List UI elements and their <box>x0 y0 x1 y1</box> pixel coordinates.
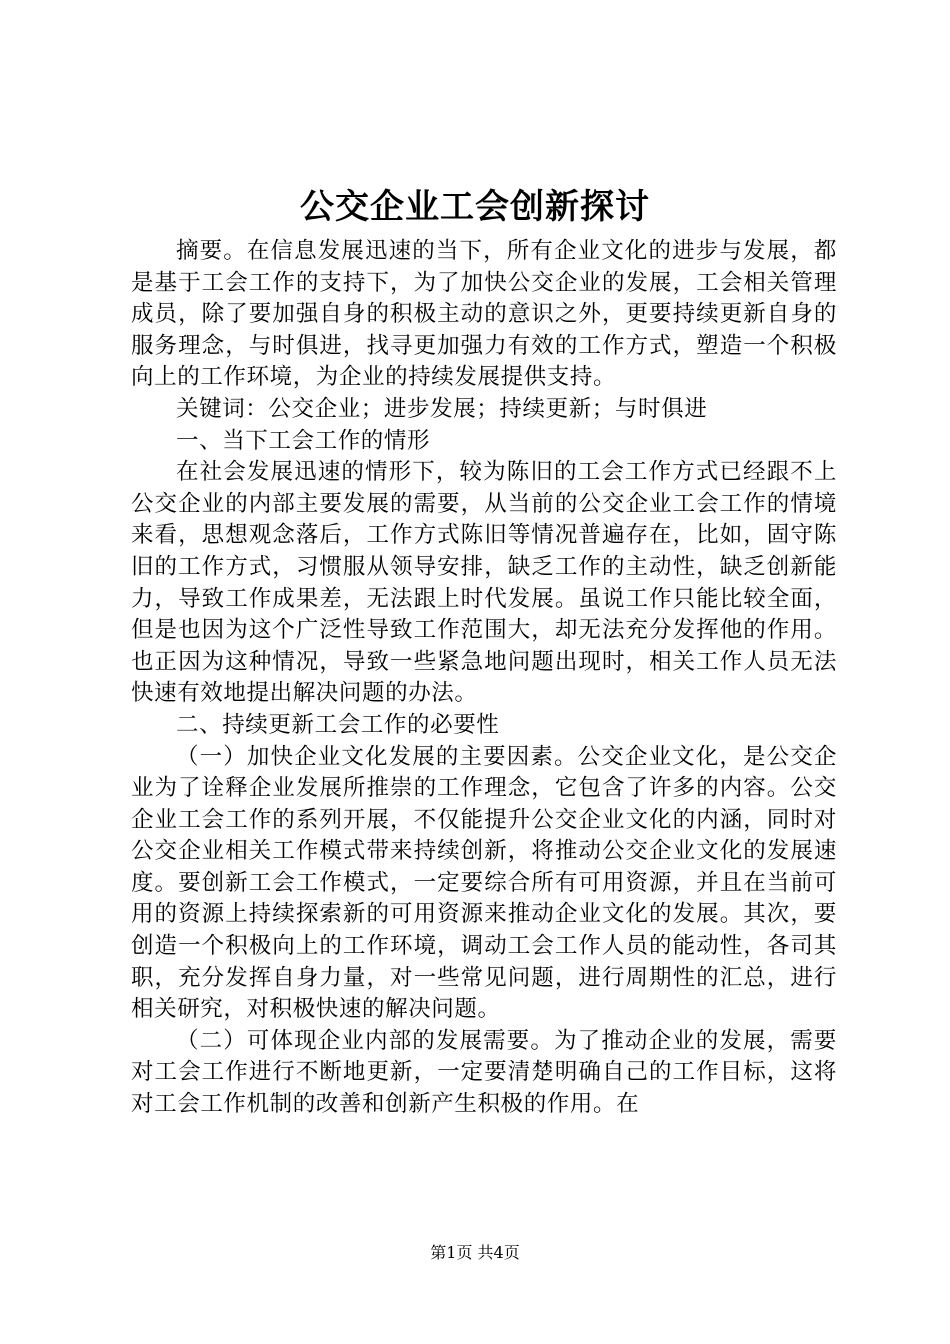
document-title: 公交企业工会创新探讨 <box>300 187 650 227</box>
document-body <box>131 236 837 1121</box>
body-paragraph-2: （一）加快企业文化发展的主要因素。公交企业文化，是公交企业为了诠释企业发展所推崇的工作理念，它包含了许多的内容。公交企业工会工作的系列开展，不仅能提升公交企业文化的内涵，同时对公交企业相关工作模式带来持续创新，将推动公交企业文化的发展速度。要创新工会工作模式，一定要综合所有可用资源，并且在当前可用的资源上持续探索新的可用资源来推动企业文化的发展。其次，要创造一个积极向上的工作环境，调动工会工作人员的能动性，各司其职，充分发挥自身力量，对一些常见问题，进行周期性的汇总，进行相关研究，对积极快速的解决问题。 <box>131 743 837 1023</box>
body-paragraph-1: 在社会发展迅速的情形下，较为陈旧的工会工作方式已经跟不上公交企业的内部主要发展的需要，从当前的公交企业工会工作的情境来看，思想观念落后，工作方式陈旧等情况普遍存在，比如，固守陈旧的工作方式，习惯服从领导安排，缺乏工作的主动性，缺乏创新能力，导致工作成果差，无法跟上时代发展。虽说工作只能比较全面，但是也因为这个广泛性导致工作范围大，却无法充分发挥他的作用。也正因为这种情况，导致一些紧急地问题出现时，相关工作人员无法快速有效地提出解决问题的办法。 <box>131 459 837 707</box>
page-footer: 第1页 共4页 <box>430 1243 520 1262</box>
section-heading-2: 二、持续更新工会工作的必要性 <box>176 711 500 738</box>
abstract-paragraph: 摘要。在信息发展迅速的当下，所有企业文化的进步与发展，都是基于工会工作的支持下，为了加快公交企业的发展，工会相关管理成员，除了要加强自身的积极主动的意识之外，更要持续更新自身的服务理念，与时俱进，找寻更加强力有效的工作方式，塑造一个积极向上的工作环境，为企业的持续发展提供支持。 <box>131 238 837 391</box>
keywords-paragraph: 关键词：公交企业；进步发展；持续更新；与时俱进 <box>176 395 708 422</box>
body-paragraph-3: （二）可体现企业内部的发展需要。为了推动企业的发展，需要对工会工作进行不断地更新，一定要清楚明确自己的工作目标，这将对工会工作机制的改善和创新产生积极的作用。在 <box>131 1027 837 1118</box>
section-heading-1: 一、当下工会工作的情形 <box>176 427 431 454</box>
